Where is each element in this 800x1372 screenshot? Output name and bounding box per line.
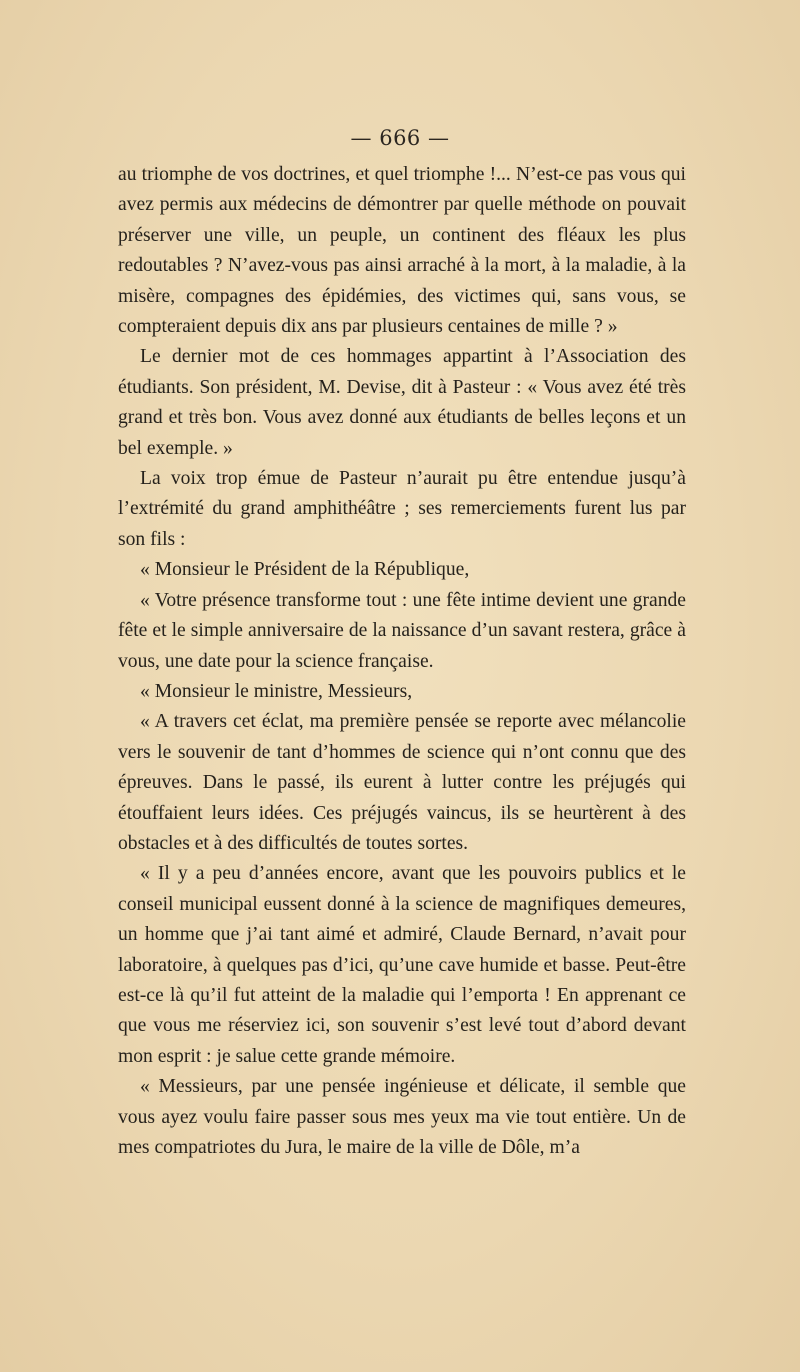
paragraph: « Monsieur le Président de la République, [140, 559, 470, 581]
paragraph: « Votre présence transforme tout : une fête intime devient une grande fête et le simple anniversaire de la naissance d’un savant restera, grâce à vous, une date pour la science française. [118, 589, 686, 672]
paragraph: Le dernier mot de ces hommages appartint à l’Association des étudiants. Son président, M. Devise, dit à Pasteur : « Vous avez été très grand et très bon. Vous avez donné aux étudiants de belles leçons et un bel exemple. » [118, 346, 686, 459]
paragraph: « Monsieur le ministre, Messieurs, [140, 680, 413, 702]
page-number: — 666 — [350, 126, 450, 150]
paragraph: au triomphe de vos doctrines, et quel triomphe !... N’est-ce pas vous qui avez permis aux médecins de démontrer par quelle méthode on pouvait préserver une ville, un peuple, un continent des fléaux les plus redoutables ? N’avez-vous pas ainsi arraché à la mort, à la maladie, à la misère, compagnes des épidémies, des victimes qui, sans vous, se compteraient depuis dix ans par plusieurs centaines de mille ? » [118, 164, 686, 338]
paragraph: « A travers cet éclat, ma première pensée se reporte avec mélancolie vers le souvenir de tant d’hommes de science qui n’ont connu que des épreuves. Dans le passé, ils eurent à lutter contre les préjugés qui étouffaient leurs idées. Ces préjugés vaincus, ils se heurtèrent à des obstacles et à des difficultés de toutes sortes. [118, 711, 686, 854]
body-text [118, 160, 686, 1163]
paragraph: La voix trop émue de Pasteur n’aurait pu être entendue jusqu’à l’extrémité du grand amphithéâtre ; ses remerciements furent lus par son fils : [118, 468, 686, 550]
paragraph: « Messieurs, par une pensée ingénieuse et délicate, il semble que vous ayez voulu faire passer sous mes yeux ma vie tout entière. Un de mes compatriotes du Jura, le maire de la ville de Dôle, m’a [118, 1076, 686, 1158]
paragraph: « Il y a peu d’années encore, avant que les pouvoirs publics et le conseil municipal eussent donné à la science de magnifiques demeures, un homme que j’ai tant aimé et admiré, Claude Bernard, n’avait pour laboratoire, à quelques pas d’ici, qu’une cave humide et basse. Peut-être est-ce là qu’il fut atteint de la maladie qui l’emporta ! En apprenant ce que vous me réserviez ici, son souvenir s’est levé tout d’abord devant mon esprit : je salue cette grande mémoire. [118, 863, 686, 1067]
